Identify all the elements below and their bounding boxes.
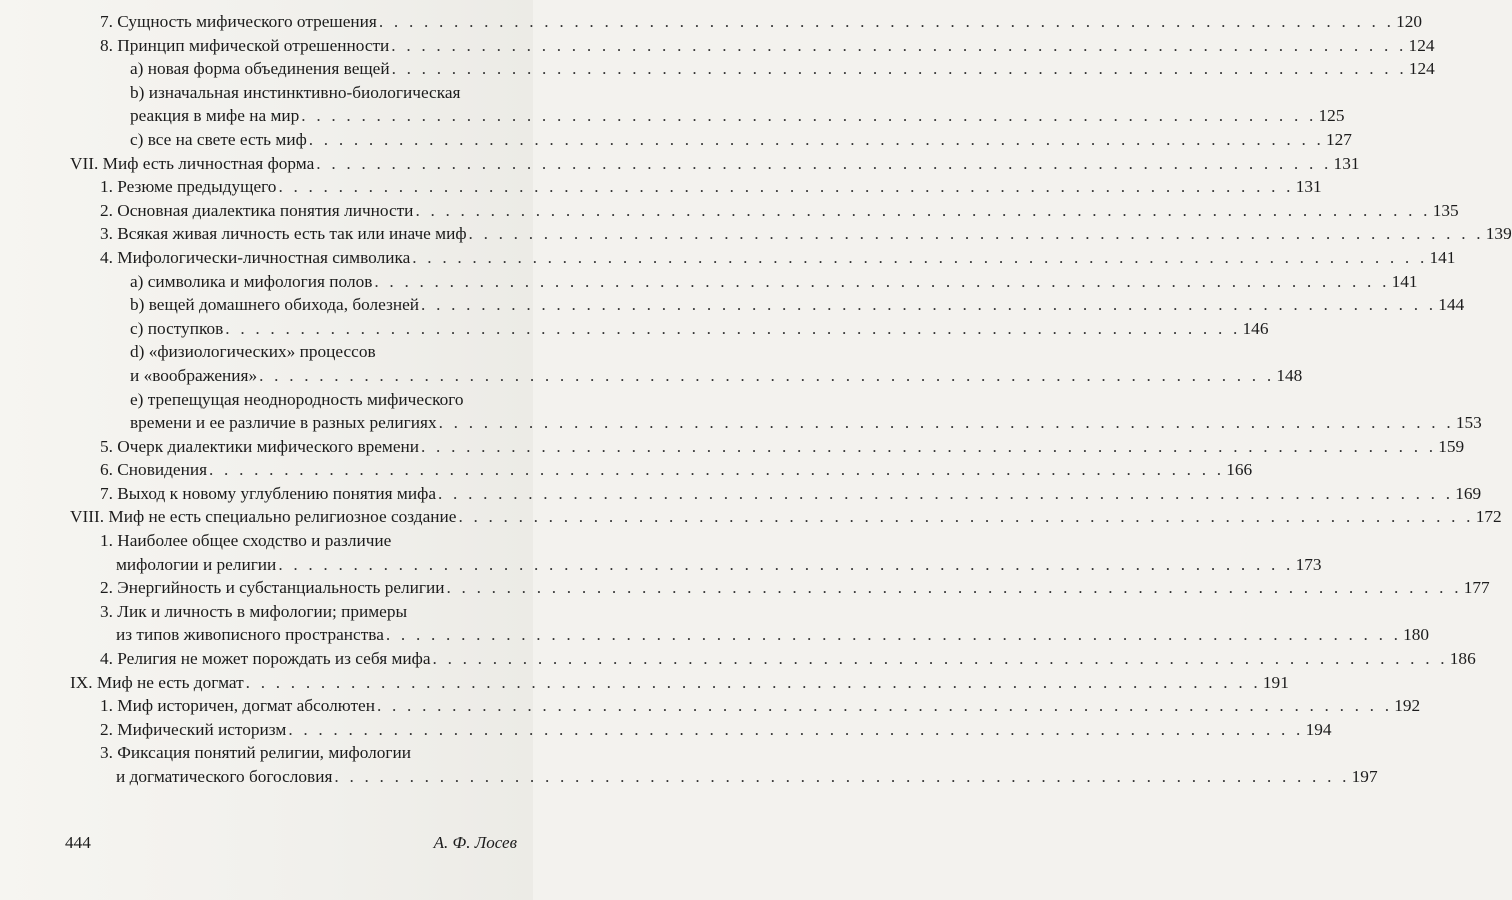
- toc-entry-title: VII. Миф есть личностная форма: [70, 153, 315, 173]
- toc-entry-page: 191: [1262, 672, 1289, 692]
- toc-entry-page: 177: [1463, 578, 1490, 598]
- page-footer: [65, 833, 517, 853]
- dot-leader: [209, 458, 1224, 482]
- table-of-contents: [70, 10, 1512, 789]
- toc-entry-page: 169: [1455, 483, 1482, 503]
- toc-entry-title: 7. Выход к новому углублению понятия мифа: [100, 483, 436, 503]
- dot-leader: [386, 623, 1401, 647]
- toc-entry: [70, 222, 1512, 246]
- toc-entry: [70, 435, 1465, 459]
- toc-entry-title: b) вещей домашнего обихода, болезней: [130, 295, 420, 315]
- toc-entry-page: 194: [1305, 719, 1332, 739]
- toc-entry: [70, 765, 1378, 789]
- toc-entry-page: 146: [1242, 318, 1269, 338]
- toc-entry-page: 148: [1276, 365, 1303, 385]
- dot-leader: [458, 505, 1473, 529]
- toc-entry-title: b) изначальная инстинктивно-биологическая: [130, 82, 461, 102]
- toc-entry-title: мифологии и религии: [116, 554, 277, 574]
- toc-entry: [70, 128, 1352, 152]
- toc-entry-page: 120: [1396, 12, 1423, 31]
- toc-entry-title: 4. Религия не может порождать из себя мифа: [100, 649, 431, 669]
- toc-entry-title: IX. Миф не есть догмат: [70, 672, 244, 692]
- toc-entry: [70, 175, 1322, 199]
- toc-entry: [70, 364, 1303, 388]
- toc-entry: [70, 340, 522, 364]
- toc-entry-title: 1. Миф историчен, догмат абсолютен: [100, 696, 375, 716]
- toc-entry: [70, 317, 1269, 341]
- toc-entry-title: c) поступков: [130, 318, 224, 338]
- toc-entry-title: реакция в мифе на мир: [130, 106, 300, 126]
- dot-leader: [259, 364, 1274, 388]
- toc-entry-title: 3. Фиксация понятий религии, мифологии: [100, 743, 411, 763]
- toc-entry-page: 197: [1351, 767, 1378, 786]
- toc-entry: [70, 10, 1423, 34]
- toc-entry-page: 172: [1475, 507, 1502, 527]
- toc-entry-page: 125: [1318, 106, 1345, 126]
- toc-entry: [70, 718, 1332, 742]
- toc-entry-title: 4. Мифологически-личностная символика: [100, 247, 411, 267]
- toc-entry: [70, 388, 522, 412]
- toc-entry-page: 124: [1408, 59, 1435, 79]
- toc-entry: [70, 600, 522, 624]
- toc-entry-title: времени и ее различие в разных религиях: [130, 413, 437, 433]
- toc-entry-title: a) новая форма объединения вещей: [130, 59, 390, 79]
- toc-entry-title: 8. Принцип мифической отрешенности: [100, 35, 390, 55]
- dot-leader: [421, 435, 1436, 459]
- toc-entry-title: 6. Сновидения: [100, 460, 208, 480]
- toc-entry-page: 131: [1333, 153, 1360, 173]
- dot-leader: [377, 694, 1392, 718]
- dot-leader: [433, 647, 1448, 671]
- toc-entry: [70, 671, 1289, 695]
- toc-entry-title: из типов живописного пространства: [116, 625, 384, 645]
- toc-entry-page: 153: [1455, 413, 1482, 433]
- toc-entry-title: 1. Наиболее общее сходство и различие: [100, 531, 392, 551]
- dot-leader: [392, 57, 1407, 81]
- dot-leader: [246, 671, 1261, 695]
- toc-entry: [70, 270, 1418, 294]
- dot-leader: [309, 128, 1324, 152]
- dot-leader: [446, 576, 1461, 600]
- dot-leader: [379, 10, 1394, 34]
- toc-entry-title: 1. Резюме предыдущего: [100, 177, 277, 197]
- running-author: А. Ф. Лосев: [433, 833, 517, 852]
- toc-entry: [70, 458, 1253, 482]
- toc-entry-title: 3. Лик и личность в мифологии; примеры: [100, 601, 408, 621]
- toc-entry: [70, 694, 1421, 718]
- toc-entry-title: VIII. Миф не есть специально религиозное создание: [70, 507, 457, 527]
- toc-entry-title: 2. Мифический историзм: [100, 719, 287, 739]
- toc-entry: [70, 411, 1482, 435]
- toc-entry-title: a) символика и мифология полов: [130, 271, 373, 291]
- page-number: 444: [65, 833, 91, 852]
- toc-entry-page: 166: [1226, 460, 1253, 480]
- toc-entry: [70, 293, 1465, 317]
- toc-entry-page: 139: [1485, 224, 1512, 244]
- toc-entry-page: 135: [1432, 200, 1459, 220]
- toc-entry-page: 124: [1408, 35, 1435, 55]
- toc-entry: [70, 647, 1476, 671]
- toc-entry-page: 186: [1449, 649, 1476, 669]
- dot-leader: [391, 34, 1406, 58]
- dot-leader: [438, 482, 1453, 506]
- dot-leader: [412, 246, 1427, 270]
- dot-leader: [334, 765, 1349, 789]
- toc-entry-title: и «воображения»: [130, 365, 258, 385]
- toc-entry-title: 7. Сущность мифического отрешения: [100, 12, 377, 31]
- toc-entry-title: d) «физиологических» процессов: [130, 342, 376, 362]
- toc-entry-page: 173: [1295, 554, 1322, 574]
- toc-entry-title: e) трепещущая неоднородность мифического: [130, 389, 464, 409]
- dot-leader: [316, 152, 1331, 176]
- toc-entry: [70, 152, 1360, 176]
- toc-entry-page: 180: [1403, 625, 1430, 645]
- toc-entry-title: 5. Очерк диалектики мифического времени: [100, 436, 420, 456]
- toc-entry-page: 127: [1326, 129, 1352, 149]
- toc-entry-title: 3. Всякая живая личность есть так или иначе миф: [100, 224, 467, 244]
- toc-entry-title: и догматического богословия: [116, 767, 333, 786]
- toc-entry: [70, 246, 1456, 270]
- toc-entry: [70, 741, 522, 765]
- dot-leader: [421, 293, 1436, 317]
- dot-leader: [278, 553, 1293, 577]
- toc-entry-page: 131: [1295, 177, 1322, 197]
- dot-leader: [374, 270, 1389, 294]
- toc-entry-title: c) все на свете есть миф: [130, 129, 307, 149]
- dot-leader: [415, 199, 1430, 223]
- toc-entry: [70, 623, 1430, 647]
- dot-leader: [288, 718, 1303, 742]
- toc-entry: [70, 199, 1459, 223]
- toc-entry-page: 192: [1394, 696, 1421, 716]
- toc-entry-title: 2. Энергийность и субстанциальность религии: [100, 578, 445, 598]
- toc-entry: [70, 529, 522, 553]
- toc-entry-page: 141: [1391, 271, 1418, 291]
- toc-entry: [70, 505, 1502, 529]
- toc-entry: [70, 482, 1482, 506]
- dot-leader: [301, 104, 1316, 128]
- toc-entry-page: 159: [1438, 436, 1465, 456]
- toc-entry: [70, 81, 522, 105]
- dot-leader: [225, 317, 1240, 341]
- dot-leader: [469, 222, 1484, 246]
- toc-entry: [70, 57, 1435, 81]
- toc-entry-title: 2. Основная диалектика понятия личности: [100, 200, 414, 220]
- toc-entry-page: 141: [1429, 247, 1456, 267]
- toc-entry: [70, 553, 1322, 577]
- dot-leader: [278, 175, 1293, 199]
- toc-entry: [70, 576, 1490, 600]
- dot-leader: [439, 411, 1454, 435]
- toc-entry-page: 144: [1438, 295, 1465, 315]
- toc-entry: [70, 104, 1345, 128]
- toc-entry: [70, 34, 1435, 58]
